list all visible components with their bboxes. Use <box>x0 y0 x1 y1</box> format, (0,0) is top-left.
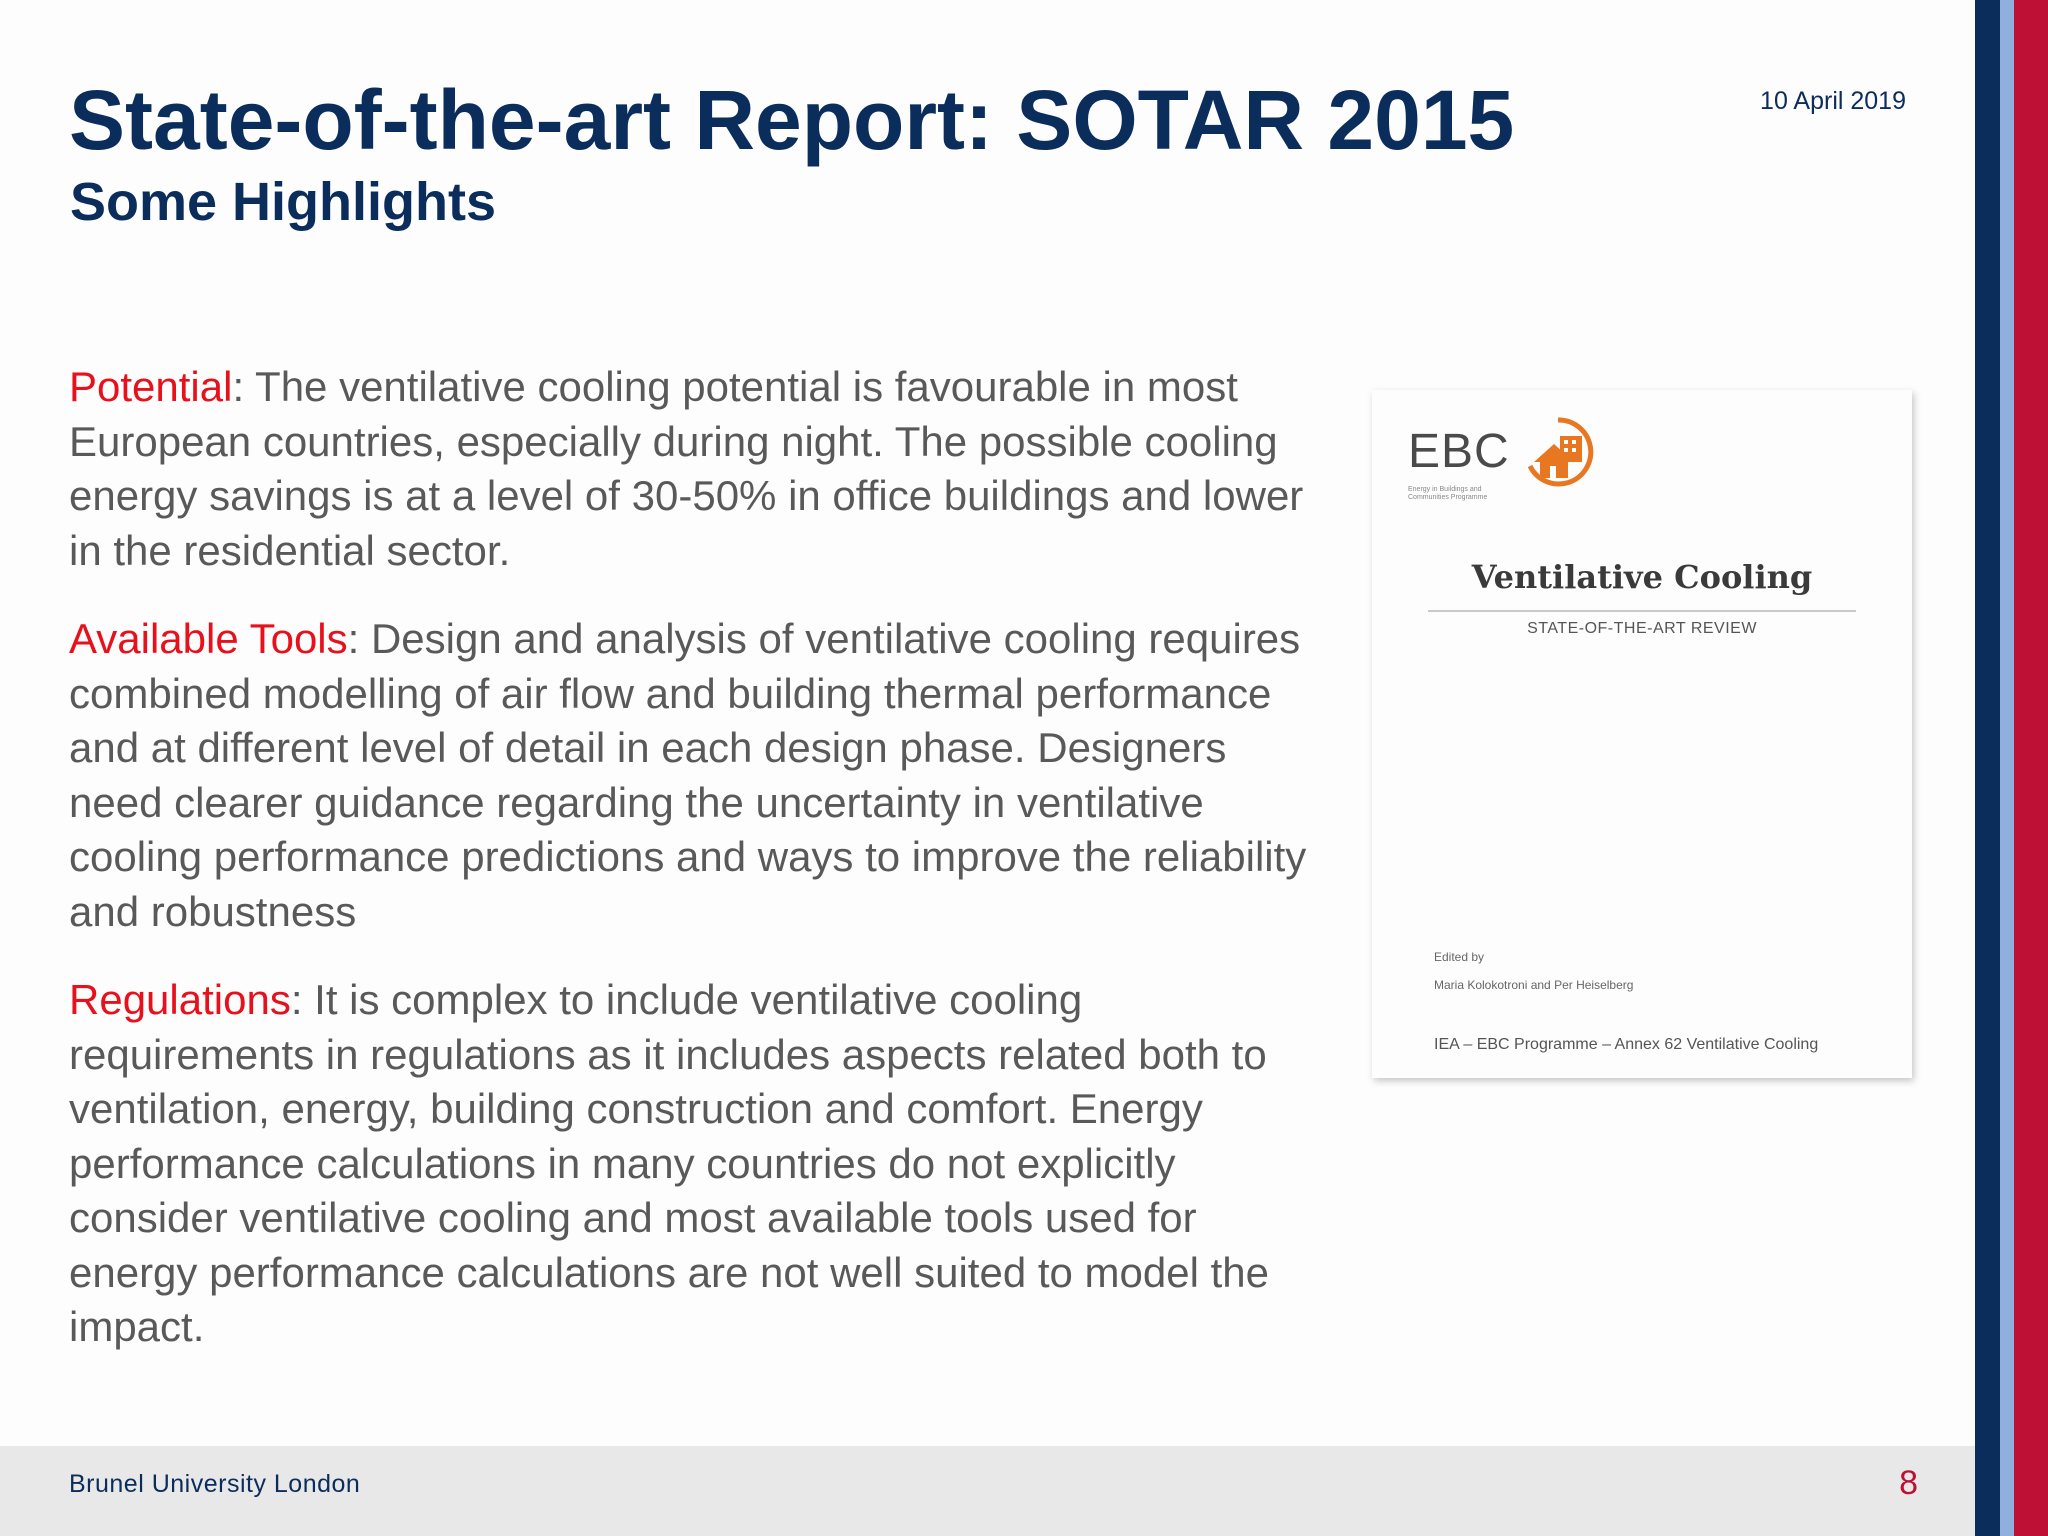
light-blue-stripe <box>2000 0 2014 1536</box>
cover-editors: Maria Kolokotroni and Per Heiselberg <box>1434 978 1634 992</box>
footer-bar <box>0 1446 1975 1536</box>
slide-subtitle: Some Highlights <box>70 172 497 232</box>
slide-title: State-of-the-art Report: SOTAR 2015 <box>69 73 1515 167</box>
ebc-logo-text: EBC <box>1408 425 1510 478</box>
highlights-body <box>69 360 1329 1389</box>
cover-programme: IEA – EBC Programme – Annex 62 Ventilative Cooling <box>1434 1036 1819 1053</box>
slide-date: 10 April 2019 <box>1760 87 1906 115</box>
cover-subtitle: STATE-OF-THE-ART REVIEW <box>1527 620 1757 637</box>
highlight-text: : It is complex to include ventilative cooling requirements in regulations as it includes aspects related both to ventilation, energy, building construction and comfort. Energy performance calculations in many countries do not explicitly consider ventilative cooling and most available tools used for energy performance calculations are not well suited to model the impact. <box>69 976 1269 1350</box>
highlight-text: : Design and analysis of ventilative cooling requires combined modelling of air flow and building thermal performance and at different level of detail in each design phase. Designers need clearer guidance regarding the uncertainty in ventilative cooling performance predictions and ways to improve the reliability and robustness <box>69 615 1307 935</box>
highlight-available-tools <box>69 612 1329 939</box>
cover-title: Ventilative Cooling <box>1471 558 1813 596</box>
highlight-keyword: Available Tools <box>69 615 348 662</box>
navy-stripe <box>1975 0 2000 1536</box>
highlight-keyword: Regulations <box>69 976 291 1023</box>
footer-organization: Brunel University London <box>69 1470 361 1498</box>
house-in-circle-icon <box>1520 414 1596 490</box>
highlight-keyword: Potential <box>69 363 233 410</box>
report-cover-image <box>1372 390 1912 1078</box>
page-number: 8 <box>1899 1464 1918 1502</box>
red-stripe <box>2014 0 2048 1536</box>
cover-edited-label: Edited by <box>1434 950 1485 964</box>
cover-divider <box>1428 610 1856 612</box>
ebc-logo-tagline: Energy in Buildings and Communities Programme <box>1408 486 1488 501</box>
highlight-regulations <box>69 973 1329 1355</box>
highlight-potential <box>69 360 1329 578</box>
highlight-text: : The ventilative cooling potential is favourable in most European countries, especially during night. The possible cooling energy savings is at a level of 30-50% in office buildings and lower in the residential sector. <box>69 363 1304 574</box>
